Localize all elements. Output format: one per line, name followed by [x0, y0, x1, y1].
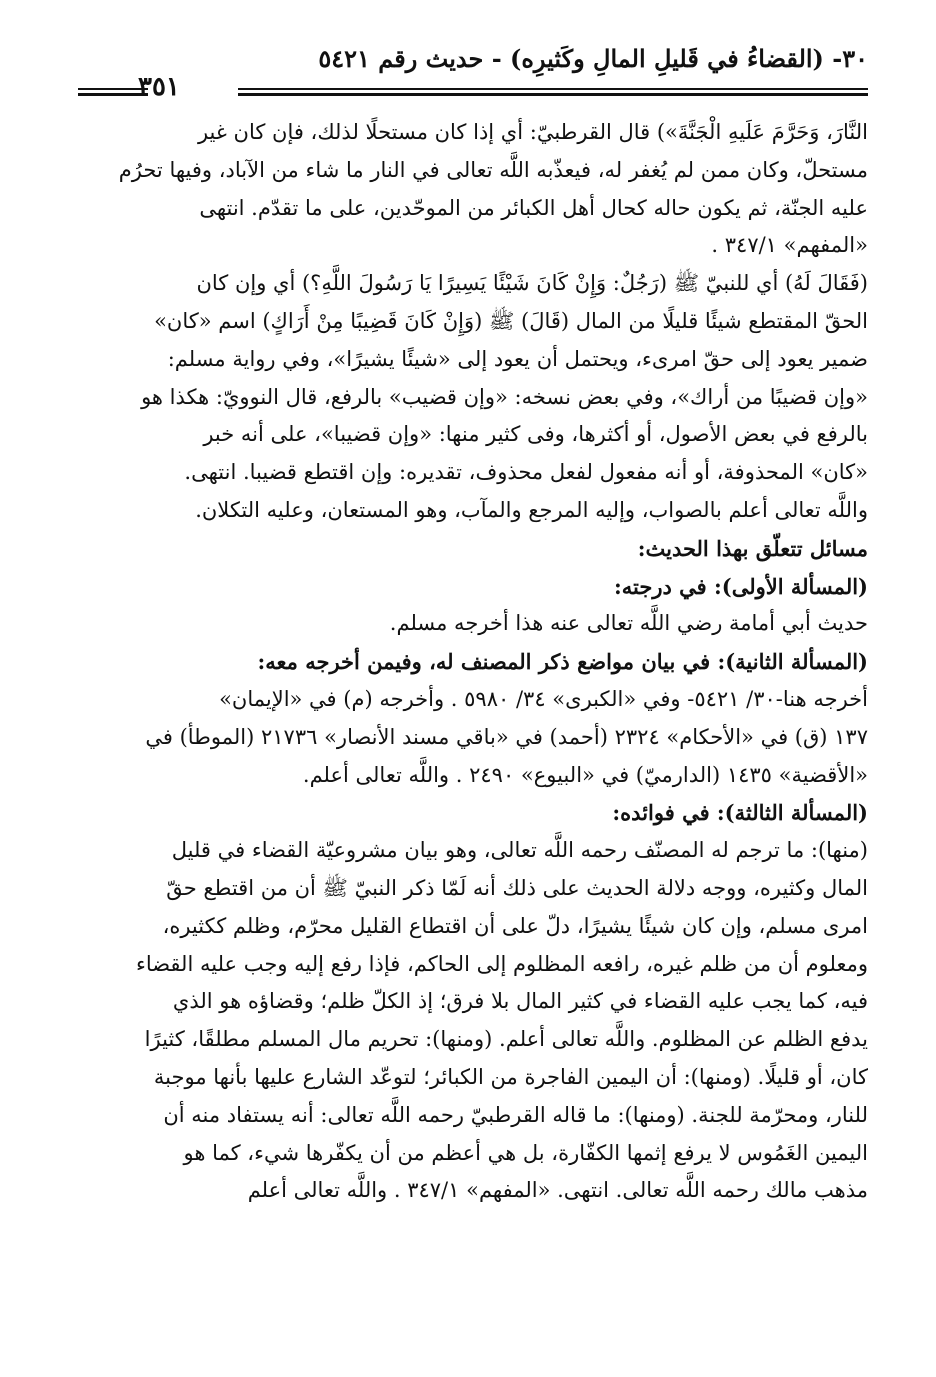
- text-line: امرى مسلم، وإن كان شيئًا يشيرًا، دلّ على أن اقتطاع القليل محرّم، وظلم ككثيره،: [162, 913, 868, 938]
- section-title: مسائل تتعلّق بهذا الحديث:: [637, 535, 868, 561]
- text-line: ومعلوم أن من ظلم غيره، رافعه المظلوم إلى الحاكم، فإذا رفع إليه وجب عليه القضاء: [135, 951, 868, 976]
- text-line: مذهب مالك رحمه اللَّه تعالى. انتهى. «المفهم» ٣٤٧/١ . واللَّه تعالى أعلم: [247, 1178, 868, 1203]
- text-line: الحقّ المقتطع شيئًا قليلًا من المال (قَالَ) ﷺ (وَإِنْ كَانَ قَضِيبًا مِنْ أَرَاكٍ) اسم «كان»: [154, 308, 868, 333]
- text-line: ١٣٧ (ق) في «الأحكام» ٢٣٢٤ (أحمد) في «باقي مسند الأنصار» ٢١٧٣٦ (الموطأ) في: [145, 724, 868, 749]
- text-line: بالرفع في بعض الأصول، أو أكثرها، وفى كثير منها: «وإن قضيبا»، على أنه خبر: [203, 422, 868, 447]
- text-line: اليمين الغَمُوس لا يرفع إثمها الكفّارة، بل هي أعظم من أن يكفّرها شيء، كما هو: [183, 1140, 868, 1165]
- text-line: ضمير يعود إلى حقّ امرىء، ويحتمل أن يعود إلى «شيئًا يشيرًا»، وفي رواية مسلم:: [167, 346, 868, 371]
- text-line: يدفع الظلم عن المظلوم. واللَّه تعالى أعلم. (ومنها): تحريم مال المسلم مطلقًا، كثيرًا: [144, 1027, 868, 1052]
- header-rule: [238, 88, 868, 90]
- page-header: [78, 38, 868, 102]
- text-line: المال وكثيره، ووجه دلالة الحديث على ذلك أنه لَمّا ذكر النبيّ ﷺ أن من اقتطع حقّ: [166, 875, 868, 900]
- text-line: واللَّه تعالى أعلم بالصواب، وإليه المرجع والمآب، وهو المستعان، وعليه التكلان.: [195, 497, 868, 522]
- page-number-rule: [78, 88, 148, 90]
- page: [78, 38, 868, 1210]
- text-line: للنار، ومحرّمة للجنة. (ومنها): ما قاله القرطبيّ رحمه اللَّه تعالى: أنه يستفاد منه أن: [163, 1102, 868, 1127]
- text-line: «وإن قضيبًا من أراك»، وفي بعض نسخه: «وإن قضيب» بالرفع، قال النوويّ: هكذا هو: [141, 384, 868, 409]
- text-line: «الأقضية» ١٤٣٥ (الدارميّ) في «البيوع» ٢٤٩٠ . واللَّه تعالى أعلم.: [302, 762, 868, 787]
- text-line: أخرجه هنا-٣٠/ ٥٤٢١- وفي «الكبرى» ٣٤/ ٥٩٨٠ . وأخرجه (م) في «الإيمان»: [219, 686, 868, 711]
- text-line: «كان» المحذوفة، أو أنه مفعول لفعل محذوف، تقديره: وإن اقتطع قضيبا. انتهى.: [184, 460, 868, 485]
- text-line: النَّارَ، وَحَرَّمَ عَلَيهِ الْجَنَّةَ») قال القرطبيّ: أي إذا كان مستحلًا لذلك، فإن كان غير: [197, 120, 868, 144]
- page-number-rule: [78, 93, 148, 96]
- text-line: مستحلّ، وكان ممن لم يُغفر له، فيعذّبه اللَّه تعالى في النار ما شاء من الآباد، وفيها تحرُم: [118, 157, 868, 182]
- issue-heading: (المسألة الأولى): في درجته:: [614, 573, 868, 599]
- text-line: حديث أبي أمامة رضي اللَّه تعالى عنه هذا أخرجه مسلم.: [389, 611, 868, 636]
- page-number: ٣٥١: [138, 72, 180, 102]
- text-line: (منها): ما ترجم له المصنّف رحمه اللَّه تعالى، وهو بيان مشروعيّة القضاء في قليل: [171, 838, 868, 863]
- text-line: كان، أو قليلًا. (ومنها): أن اليمين الفاجرة من الكبائر؛ لتوعّد الشارع عليها بأنها موجبة: [153, 1064, 868, 1089]
- header-rule: [238, 93, 868, 96]
- issue-heading: (المسألة الثالثة): في فوائده:: [612, 800, 868, 826]
- text-line: (فَقَالَ لَهُ) أي للنبيّ ﷺ (رَجُلٌ: وَإِنْ كَانَ شَيْئًا يَسِيرًا يَا رَسُولَ اللَّهِ؟) أي وإن كان: [196, 271, 868, 296]
- body-text: [78, 114, 868, 1210]
- text-line: فيه، كما يجب عليه القضاء في كثير المال بلا فرق؛ إذ الكلّ ظلم؛ وقضاؤه هو الذي: [172, 989, 868, 1014]
- text-line: عليه الجنّة، ثم يكون حاله كحال أهل الكبائر من الموحّدين، على ما تقدّم. انتهى: [199, 195, 868, 220]
- issue-heading: (المسألة الثانية): في بيان مواضع ذكر المصنف له، وفيمن أخرجه معه:: [257, 649, 868, 675]
- text-line: «المفهم» ٣٤٧/١ .: [711, 233, 868, 258]
- running-head: ٣٠- (القضاءُ في قَليلِ المالِ وكَثيرِه) - حديث رقم ٥٤٢١: [318, 44, 868, 73]
